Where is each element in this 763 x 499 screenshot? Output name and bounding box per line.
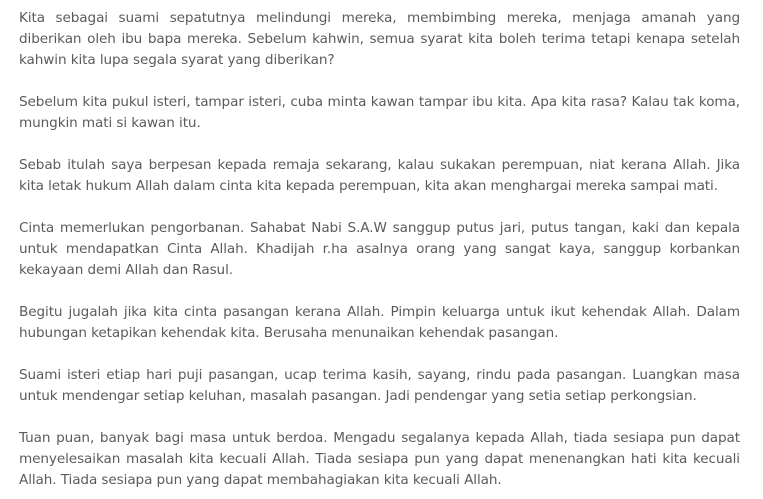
- paragraph-1: Kita sebagai suami sepatutnya melindungi mereka, membimbing mereka, menjaga amanah yang diberikan oleh ibu bapa mereka. Sebelum kahwin, semua syarat kita boleh terima tetapi kenapa setelah kahwin kita lupa segala syarat yang diberikan?: [19, 10, 740, 68]
- paragraph-5: Begitu jugalah jika kita cinta pasangan kerana Allah. Pimpin keluarga untuk ikut kehendak Allah. Dalam hubungan ketapikan kehendak kita. Berusaha menunaikan kehendak pasangan.: [19, 304, 740, 341]
- paragraph-4: Cinta memerlukan pengorbanan. Sahabat Nabi S.A.W sanggup putus jari, putus tangan, kaki dan kepala untuk mendapatkan Cinta Allah. Khadijah r.ha asalnya orang yang sangat kaya, sanggup korbankan kekayaan demi Allah dan Rasul.: [19, 220, 740, 278]
- paragraph-6: Suami isteri etiap hari puji pasangan, ucap terima kasih, sayang, rindu pada pasangan. Luangkan masa untuk mendengar setiap keluhan, masalah pasangan. Jadi pendengar yang setia setiap perkongsian.: [19, 367, 740, 404]
- paragraph-3: Sebab itulah saya berpesan kepada remaja sekarang, kalau sukakan perempuan, niat kerana Allah. Jika kita letak hukum Allah dalam cinta kita kepada perempuan, kita akan menghargai mereka sampai mati.: [19, 157, 740, 194]
- paragraph-7: Tuan puan, banyak bagi masa untuk berdoa. Mengadu segalanya kepada Allah, tiada sesiapa pun dapat menyelesaikan masalah kita kecuali Allah. Tiada sesiapa pun yang dapat menenangkan hati kita kecuali Allah. Tiada sesiapa pun yang dapat membahagiakan kita kecuali Allah.: [19, 430, 740, 488]
- article-body: [19, 8, 740, 491]
- paragraph-2: Sebelum kita pukul isteri, tampar isteri, cuba minta kawan tampar ibu kita. Apa kita rasa? Kalau tak koma, mungkin mati si kawan itu.: [19, 94, 740, 131]
